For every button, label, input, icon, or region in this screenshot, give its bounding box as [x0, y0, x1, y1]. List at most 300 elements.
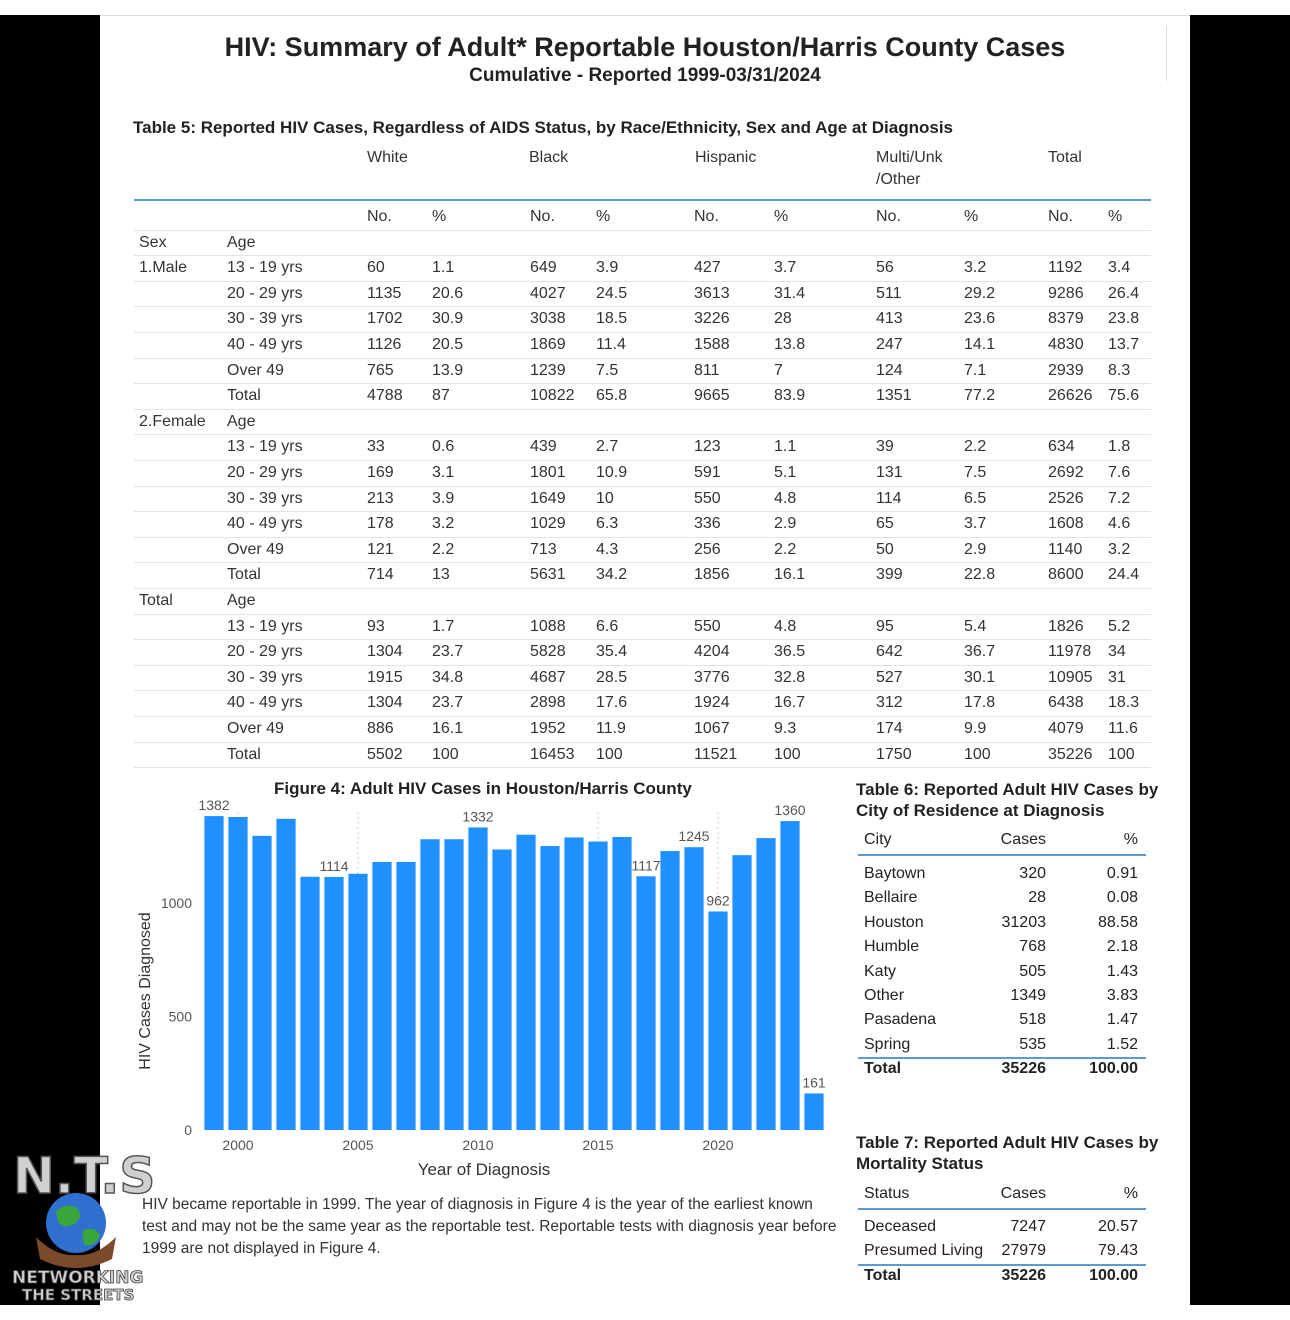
- table7-title-line2: Mortality Status: [856, 1154, 984, 1173]
- table5-cell: 1304: [367, 694, 403, 712]
- table6-total-row: [858, 1057, 1146, 1081]
- table5-row: [134, 281, 1151, 308]
- data-label-2023: 1360: [774, 802, 806, 819]
- table5-row: [134, 255, 1151, 282]
- data-label-2019: 1245: [678, 828, 710, 845]
- table5-cell: 11.6: [1108, 720, 1138, 737]
- right-black-bar: [1190, 15, 1290, 1305]
- table5-cell: 2.2: [432, 540, 455, 558]
- table5-cell: 26626: [1048, 387, 1093, 405]
- table5-cell: 1702: [367, 310, 403, 328]
- table5-row: [134, 639, 1151, 666]
- table5-cell: 1029: [530, 515, 566, 533]
- data-label-2024: 161: [802, 1074, 826, 1091]
- row-age-label: 30 - 39 yrs: [227, 489, 303, 507]
- table6-cell: Houston: [864, 913, 924, 931]
- table5-cell: 5.2: [1108, 617, 1131, 635]
- table5-cell: 131: [876, 464, 903, 481]
- nts-logo: [8, 1145, 158, 1305]
- table5-cell: 439: [530, 438, 557, 456]
- x-tick-label: 2020: [702, 1137, 734, 1153]
- bar-2017: [636, 876, 655, 1130]
- table6-cell: Total: [864, 1060, 902, 1078]
- table6-row: [858, 960, 1146, 984]
- table5-row: [134, 332, 1151, 359]
- logo-line2: THE STREETS: [22, 1286, 135, 1304]
- table5-cell: 100: [1108, 745, 1135, 763]
- bar-2014: [564, 837, 583, 1130]
- table5-row: [134, 434, 1151, 461]
- table6-cell: 505: [1019, 962, 1046, 980]
- table6-cell: 0.08: [1106, 889, 1138, 907]
- table5-cell: 336: [694, 515, 721, 533]
- table5-cell: 1915: [367, 668, 403, 686]
- table5-cell: 811: [694, 361, 720, 379]
- table7-cell: Status: [864, 1185, 910, 1202]
- report-title: HIV: Summary of Adult* Reportable Houston/Harris County Cases: [224, 32, 1066, 62]
- table5-cell: 7.5: [964, 464, 987, 481]
- table7-row: [858, 1239, 1146, 1263]
- table5-header-line: [134, 199, 1151, 201]
- table5-row: [134, 614, 1151, 641]
- bar-2012: [516, 835, 535, 1130]
- table5-cell: 20.6: [432, 284, 464, 302]
- table5-cell: 22.8: [964, 566, 996, 584]
- table6-cell: 100.00: [1089, 1060, 1138, 1078]
- table5-cell: 50: [876, 540, 894, 558]
- table7-cell: %: [1123, 1185, 1138, 1202]
- bar-2020: [708, 911, 727, 1130]
- table5-cell: 312: [876, 694, 903, 712]
- table5-cell: 3.2: [1108, 540, 1131, 558]
- table7-cell: Presumed Living: [864, 1242, 984, 1260]
- table5-cell: 4.8: [774, 489, 797, 507]
- table5-cell: 17.8: [964, 694, 996, 712]
- table5-cell: 28: [774, 310, 792, 328]
- table5-cell: 28.5: [596, 668, 628, 686]
- row-sex-label: Sex: [139, 233, 167, 251]
- table5-cell: 7: [774, 361, 783, 379]
- table5-cell: 11.9: [596, 720, 626, 737]
- table5-cell: 36.7: [964, 643, 996, 661]
- x-axis-title: Year of Diagnosis: [417, 1160, 551, 1179]
- table5-row: [134, 716, 1151, 743]
- table5-row: [134, 358, 1151, 385]
- table5-cell: 169: [367, 464, 394, 481]
- table5-cell: 1140: [1048, 540, 1083, 558]
- row-age-label: 13 - 19 yrs: [227, 438, 303, 456]
- table6-cell: 31203: [1001, 913, 1046, 931]
- table5-cell: 3.4: [1108, 259, 1131, 277]
- table5-cell: 1.7: [432, 617, 455, 635]
- table5-cell: 30.9: [432, 310, 464, 328]
- table5-cell: 399: [876, 566, 903, 584]
- table6-cell: Cases: [1000, 831, 1046, 848]
- table5-cell: 18.5: [596, 310, 628, 328]
- table5-cell: 5502: [367, 745, 403, 763]
- table5-cell: 100: [774, 745, 801, 763]
- table5-cell: 1192: [1048, 259, 1083, 277]
- row-age-label: 40 - 49 yrs: [227, 694, 303, 712]
- table5-cell: 18.3: [1108, 694, 1140, 712]
- table5-cell: 3776: [694, 668, 730, 686]
- table5-cell: 7.5: [596, 361, 619, 379]
- table5-cell: 10: [596, 489, 614, 507]
- table5-cell: 1924: [694, 694, 730, 712]
- group-white: White: [367, 149, 408, 166]
- row-age-label: Age: [227, 233, 256, 251]
- y-axis-title: HIV Cases Diagnosed: [137, 912, 154, 1070]
- bar-2018: [660, 851, 679, 1130]
- table5-cell: 30.1: [964, 668, 996, 686]
- table5-cell: 23.6: [964, 310, 996, 328]
- bar-2002: [276, 819, 295, 1130]
- table5-row: [134, 537, 1151, 564]
- table7-cell: 79.43: [1097, 1242, 1138, 1260]
- table5-cell: 13.9: [432, 361, 464, 379]
- table5-cell: 35.4: [596, 643, 628, 661]
- table5-cell: 23.7: [432, 694, 464, 712]
- table6-header-row: [858, 828, 1146, 852]
- table5-cell: 9.3: [774, 720, 797, 737]
- table5-cell: 1750: [876, 745, 912, 763]
- table5-cell: 13.7: [1108, 336, 1140, 353]
- table5-cell: 13: [432, 566, 450, 584]
- table5-cell: 75.6: [1108, 387, 1140, 405]
- table6-cell: 768: [1019, 938, 1046, 956]
- group-black: Black: [529, 149, 569, 166]
- table5-cell: 1351: [876, 387, 912, 405]
- table5-row: [134, 562, 1151, 589]
- report-subtitle: Cumulative - Reported 1999-03/31/2024: [469, 65, 821, 86]
- y-tick-label: 1000: [160, 894, 192, 911]
- table5-cell: 413: [876, 310, 903, 328]
- col-no-header: No.: [530, 208, 555, 225]
- report-page: [100, 16, 1190, 1305]
- table5-cell: 10.9: [596, 464, 628, 481]
- table6-cell: 3.83: [1106, 987, 1138, 1004]
- table5-cell: 83.9: [774, 387, 806, 405]
- table5-cell: 634: [1048, 438, 1075, 456]
- bar-2015: [588, 842, 607, 1130]
- table5-cell: 10822: [530, 387, 575, 405]
- table5-cell: 4788: [367, 387, 403, 405]
- table5-cell: 24.5: [596, 284, 628, 302]
- table6-cell: 28: [1028, 889, 1046, 907]
- table7-cell: 20.57: [1097, 1218, 1138, 1235]
- table5-cell: 6438: [1048, 694, 1084, 712]
- table5-cell: 0.6: [432, 438, 455, 456]
- table7-cell: 35226: [1001, 1266, 1046, 1284]
- table5-cell: 6.3: [596, 515, 619, 533]
- table5-cell: 2898: [530, 694, 566, 712]
- row-age-label: Over 49: [227, 720, 284, 737]
- table5-cell: 6.5: [964, 489, 987, 507]
- table5-cell: 11.4: [596, 336, 626, 353]
- table5-cell: 60: [367, 259, 385, 277]
- row-age-label: 20 - 29 yrs: [227, 284, 303, 302]
- table5-cell: 4079: [1048, 720, 1084, 737]
- table5-cell: 1304: [367, 643, 403, 661]
- table5-cell: 591: [694, 464, 721, 481]
- table5-cell: 3613: [694, 284, 730, 302]
- bar-2009: [444, 839, 463, 1130]
- table5-cell: 4204: [694, 643, 730, 661]
- table5-title: Table 5: Reported HIV Cases, Regardless of AIDS Status, by Race/Ethnicity, Sex and Age at Diagnosis: [133, 118, 954, 137]
- table5-cell: 123: [694, 438, 721, 456]
- row-age-label: Age: [227, 412, 256, 430]
- table6-cell: 1349: [1010, 987, 1046, 1004]
- table5-cell: 16.1: [774, 566, 806, 584]
- table5-cell: 2.2: [774, 540, 797, 558]
- col-no-header: No.: [694, 208, 719, 225]
- bar-2021: [732, 855, 751, 1130]
- table6-cell: Spring: [864, 1035, 911, 1053]
- bar-2019: [684, 847, 703, 1130]
- table5-cell: 32.8: [774, 668, 806, 686]
- table5-cell: 100: [596, 745, 623, 763]
- table5-cell: 7.1: [964, 361, 987, 379]
- table5-cell: 23.7: [432, 643, 464, 661]
- table5-cell: 34: [1108, 643, 1126, 661]
- table5-cell: 100: [964, 745, 991, 763]
- left-black-bar: [0, 15, 100, 1305]
- table6-header-line: [858, 854, 1146, 856]
- table6-row: [858, 886, 1146, 910]
- y-tick-label: 0: [184, 1122, 192, 1138]
- table5-cell: 7.6: [1108, 464, 1131, 481]
- table5-cell: 1088: [530, 617, 566, 635]
- table5-cell: 1649: [530, 489, 566, 507]
- table5-cell: 886: [367, 720, 394, 737]
- table5-cell: 1.1: [432, 259, 455, 277]
- table5-cell: 1856: [694, 566, 730, 584]
- table6-cell: 2.18: [1106, 938, 1138, 956]
- table5-row: [134, 511, 1151, 538]
- table5-cell: 3038: [530, 310, 566, 328]
- table5-row: [134, 409, 1151, 436]
- table5-cell: 1826: [1048, 617, 1084, 635]
- data-label-2010: 1332: [462, 808, 494, 825]
- table5-cell: 8379: [1048, 310, 1084, 328]
- table5-cell: 13.8: [774, 336, 806, 353]
- table7-total-row: [858, 1264, 1146, 1288]
- row-age-label: Over 49: [227, 361, 284, 379]
- table5-cell: 20.5: [432, 336, 464, 353]
- row-age-label: Total: [227, 387, 261, 405]
- table5-cell: 114: [876, 489, 902, 507]
- row-age-label: 20 - 29 yrs: [227, 643, 303, 661]
- table5-cell: 3.2: [964, 259, 987, 277]
- table7-title: [856, 1132, 1158, 1174]
- table5-cell: 16.1: [432, 720, 464, 737]
- table5-cell: 36.5: [774, 643, 806, 661]
- table6-row: [858, 1033, 1146, 1057]
- x-tick-label: 2005: [342, 1137, 374, 1153]
- row-age-label: 30 - 39 yrs: [227, 668, 303, 686]
- table6-cell: Pasadena: [864, 1011, 937, 1029]
- table5-row: [134, 306, 1151, 333]
- x-tick-label: 2015: [582, 1137, 614, 1153]
- row-sex-label: 2.Female: [139, 412, 206, 430]
- table5-cell: 8.3: [1108, 361, 1131, 379]
- table5-cell: 1952: [530, 720, 566, 737]
- table6-cell: 35226: [1001, 1060, 1046, 1078]
- table7-title-line1: Table 7: Reported Adult HIV Cases by: [856, 1133, 1159, 1152]
- row-age-label: 13 - 19 yrs: [227, 617, 303, 635]
- table5-cell: 3.2: [432, 515, 455, 533]
- table5-cell: 9.9: [964, 720, 987, 737]
- table5-cell: 174: [876, 720, 903, 737]
- bar-2003: [300, 877, 319, 1130]
- table5-row: [134, 690, 1151, 717]
- row-age-label: Age: [227, 592, 256, 609]
- table5-cell: 427: [694, 259, 721, 277]
- table6-cell: 1.52: [1106, 1035, 1138, 1053]
- table5-cell: 2526: [1048, 489, 1084, 507]
- table5-cell: 1608: [1048, 515, 1084, 533]
- table5-cell: 1135: [367, 284, 402, 302]
- table6-cell: 1.47: [1106, 1011, 1138, 1029]
- figure4-title: Figure 4: Adult HIV Cases in Houston/Harris County: [274, 779, 692, 798]
- table5-cell: 17.6: [596, 694, 628, 712]
- table5-cell: 649: [530, 259, 557, 277]
- table5-cell: 10905: [1048, 668, 1093, 686]
- table5-cell: 31: [1108, 668, 1126, 686]
- table5-cell: 4.3: [596, 540, 619, 558]
- table5-cell: 4.8: [774, 617, 797, 635]
- col-pct-header: %: [596, 208, 611, 225]
- data-label-2020: 962: [706, 892, 730, 909]
- table6-cell: 535: [1019, 1035, 1046, 1053]
- table5-cell: 5828: [530, 643, 566, 661]
- table5-cell: 642: [876, 643, 903, 661]
- table5-cell: 77.2: [964, 387, 996, 405]
- data-label-2017: 1117: [631, 857, 661, 874]
- table6-cell: Humble: [864, 938, 920, 956]
- table5-cell: 8600: [1048, 566, 1084, 584]
- row-age-label: 40 - 49 yrs: [227, 515, 303, 533]
- bar-2007: [396, 862, 415, 1130]
- bar-2005: [348, 874, 367, 1130]
- table5-cell: 35226: [1048, 745, 1093, 763]
- table5-cell: 765: [367, 361, 394, 379]
- table5-cell: 65: [876, 515, 894, 533]
- table5-cell: 16453: [530, 745, 575, 763]
- table5-cell: 1588: [694, 336, 730, 353]
- table5-cell: 4687: [530, 668, 566, 686]
- table7-cell: 100.00: [1089, 1266, 1138, 1284]
- group-multi: Multi/Unk: [876, 149, 943, 166]
- group-hispanic: Hispanic: [695, 149, 757, 166]
- table5-cell: 4.6: [1108, 515, 1131, 533]
- table5-cell: 4830: [1048, 336, 1084, 353]
- table5-row: [134, 742, 1151, 769]
- table5-cell: 9286: [1048, 284, 1084, 302]
- table7-cell: Deceased: [864, 1218, 937, 1235]
- table5-cell: 2939: [1048, 361, 1084, 379]
- table5-cell: 5631: [530, 566, 566, 584]
- table5-cell: 2.7: [596, 438, 619, 456]
- row-age-label: 40 - 49 yrs: [227, 336, 303, 353]
- table6-title-line2: City of Residence at Diagnosis: [856, 801, 1105, 820]
- table5-cell: 178: [367, 515, 394, 533]
- table5-cell: 34.2: [596, 566, 628, 584]
- table5-cell: 550: [694, 489, 721, 507]
- group-other: /Other: [876, 171, 921, 188]
- table5-cell: 87: [432, 387, 450, 405]
- bar-2006: [372, 862, 391, 1130]
- table5-cell: 1.1: [774, 438, 797, 456]
- table5-cell: 550: [694, 617, 721, 635]
- table5-cell: 14.1: [964, 336, 996, 353]
- bar-2011: [492, 849, 511, 1130]
- table5-cell: 4027: [530, 284, 566, 302]
- figure4-chart: [120, 797, 840, 1196]
- col-no-header: No.: [876, 208, 901, 225]
- table6-cell: 88.58: [1097, 913, 1138, 931]
- row-age-label: Total: [227, 745, 261, 763]
- table5-cell: 6.6: [596, 617, 619, 635]
- table5-cell: 39: [876, 438, 894, 456]
- table5-cell: 714: [367, 566, 394, 584]
- row-age-label: Total: [227, 566, 261, 584]
- table6-row: [858, 862, 1146, 886]
- table5-cell: 3.1: [432, 464, 455, 481]
- table5-cell: 1.8: [1108, 438, 1131, 456]
- bar-2004: [324, 877, 343, 1130]
- bar-2008: [420, 839, 439, 1130]
- table5-cell: 3.9: [432, 489, 455, 507]
- x-tick-label: 2000: [222, 1137, 254, 1153]
- table5-cell: 24.4: [1108, 566, 1140, 584]
- group-total: Total: [1048, 149, 1082, 166]
- data-label-1999: 1382: [198, 797, 230, 814]
- table5-cell: 34.8: [432, 668, 464, 686]
- row-age-label: 20 - 29 yrs: [227, 464, 303, 481]
- table6-cell: Baytown: [864, 865, 926, 882]
- table6-cell: Other: [864, 987, 905, 1004]
- table5-cell: 213: [367, 489, 394, 507]
- table6-cell: 320: [1019, 865, 1046, 882]
- bar-2013: [540, 846, 559, 1130]
- table7-header-line: [858, 1208, 1146, 1210]
- table5-row: [134, 460, 1151, 487]
- table6-cell: 0.91: [1106, 865, 1138, 882]
- data-label-2004: 1114: [319, 857, 349, 874]
- table5-cell: 247: [876, 336, 903, 353]
- table5-cell: 23.8: [1108, 310, 1140, 328]
- table6-cell: Katy: [864, 962, 897, 980]
- bar-1999: [204, 816, 223, 1130]
- table5-cell: 11521: [694, 745, 738, 763]
- col-pct-header: %: [774, 208, 789, 225]
- table6-title-line1: Table 6: Reported Adult HIV Cases by: [856, 780, 1159, 799]
- logo-line1: NETWORKING: [12, 1268, 144, 1288]
- table5-cell: 3.7: [774, 259, 797, 277]
- table5-cell: 1126: [367, 336, 402, 353]
- bar-2001: [252, 836, 271, 1130]
- table5-cell: 5.4: [964, 617, 987, 635]
- logo-title: N.T.S: [13, 1147, 156, 1205]
- table5-cell: 33: [367, 438, 385, 456]
- table6-row: [858, 1008, 1146, 1032]
- table5-cell: 11978: [1048, 643, 1092, 661]
- table5-row: [134, 665, 1151, 692]
- col-no-header: No.: [367, 208, 392, 225]
- table5-cell: 2.9: [774, 515, 797, 533]
- table6-row: [858, 984, 1146, 1008]
